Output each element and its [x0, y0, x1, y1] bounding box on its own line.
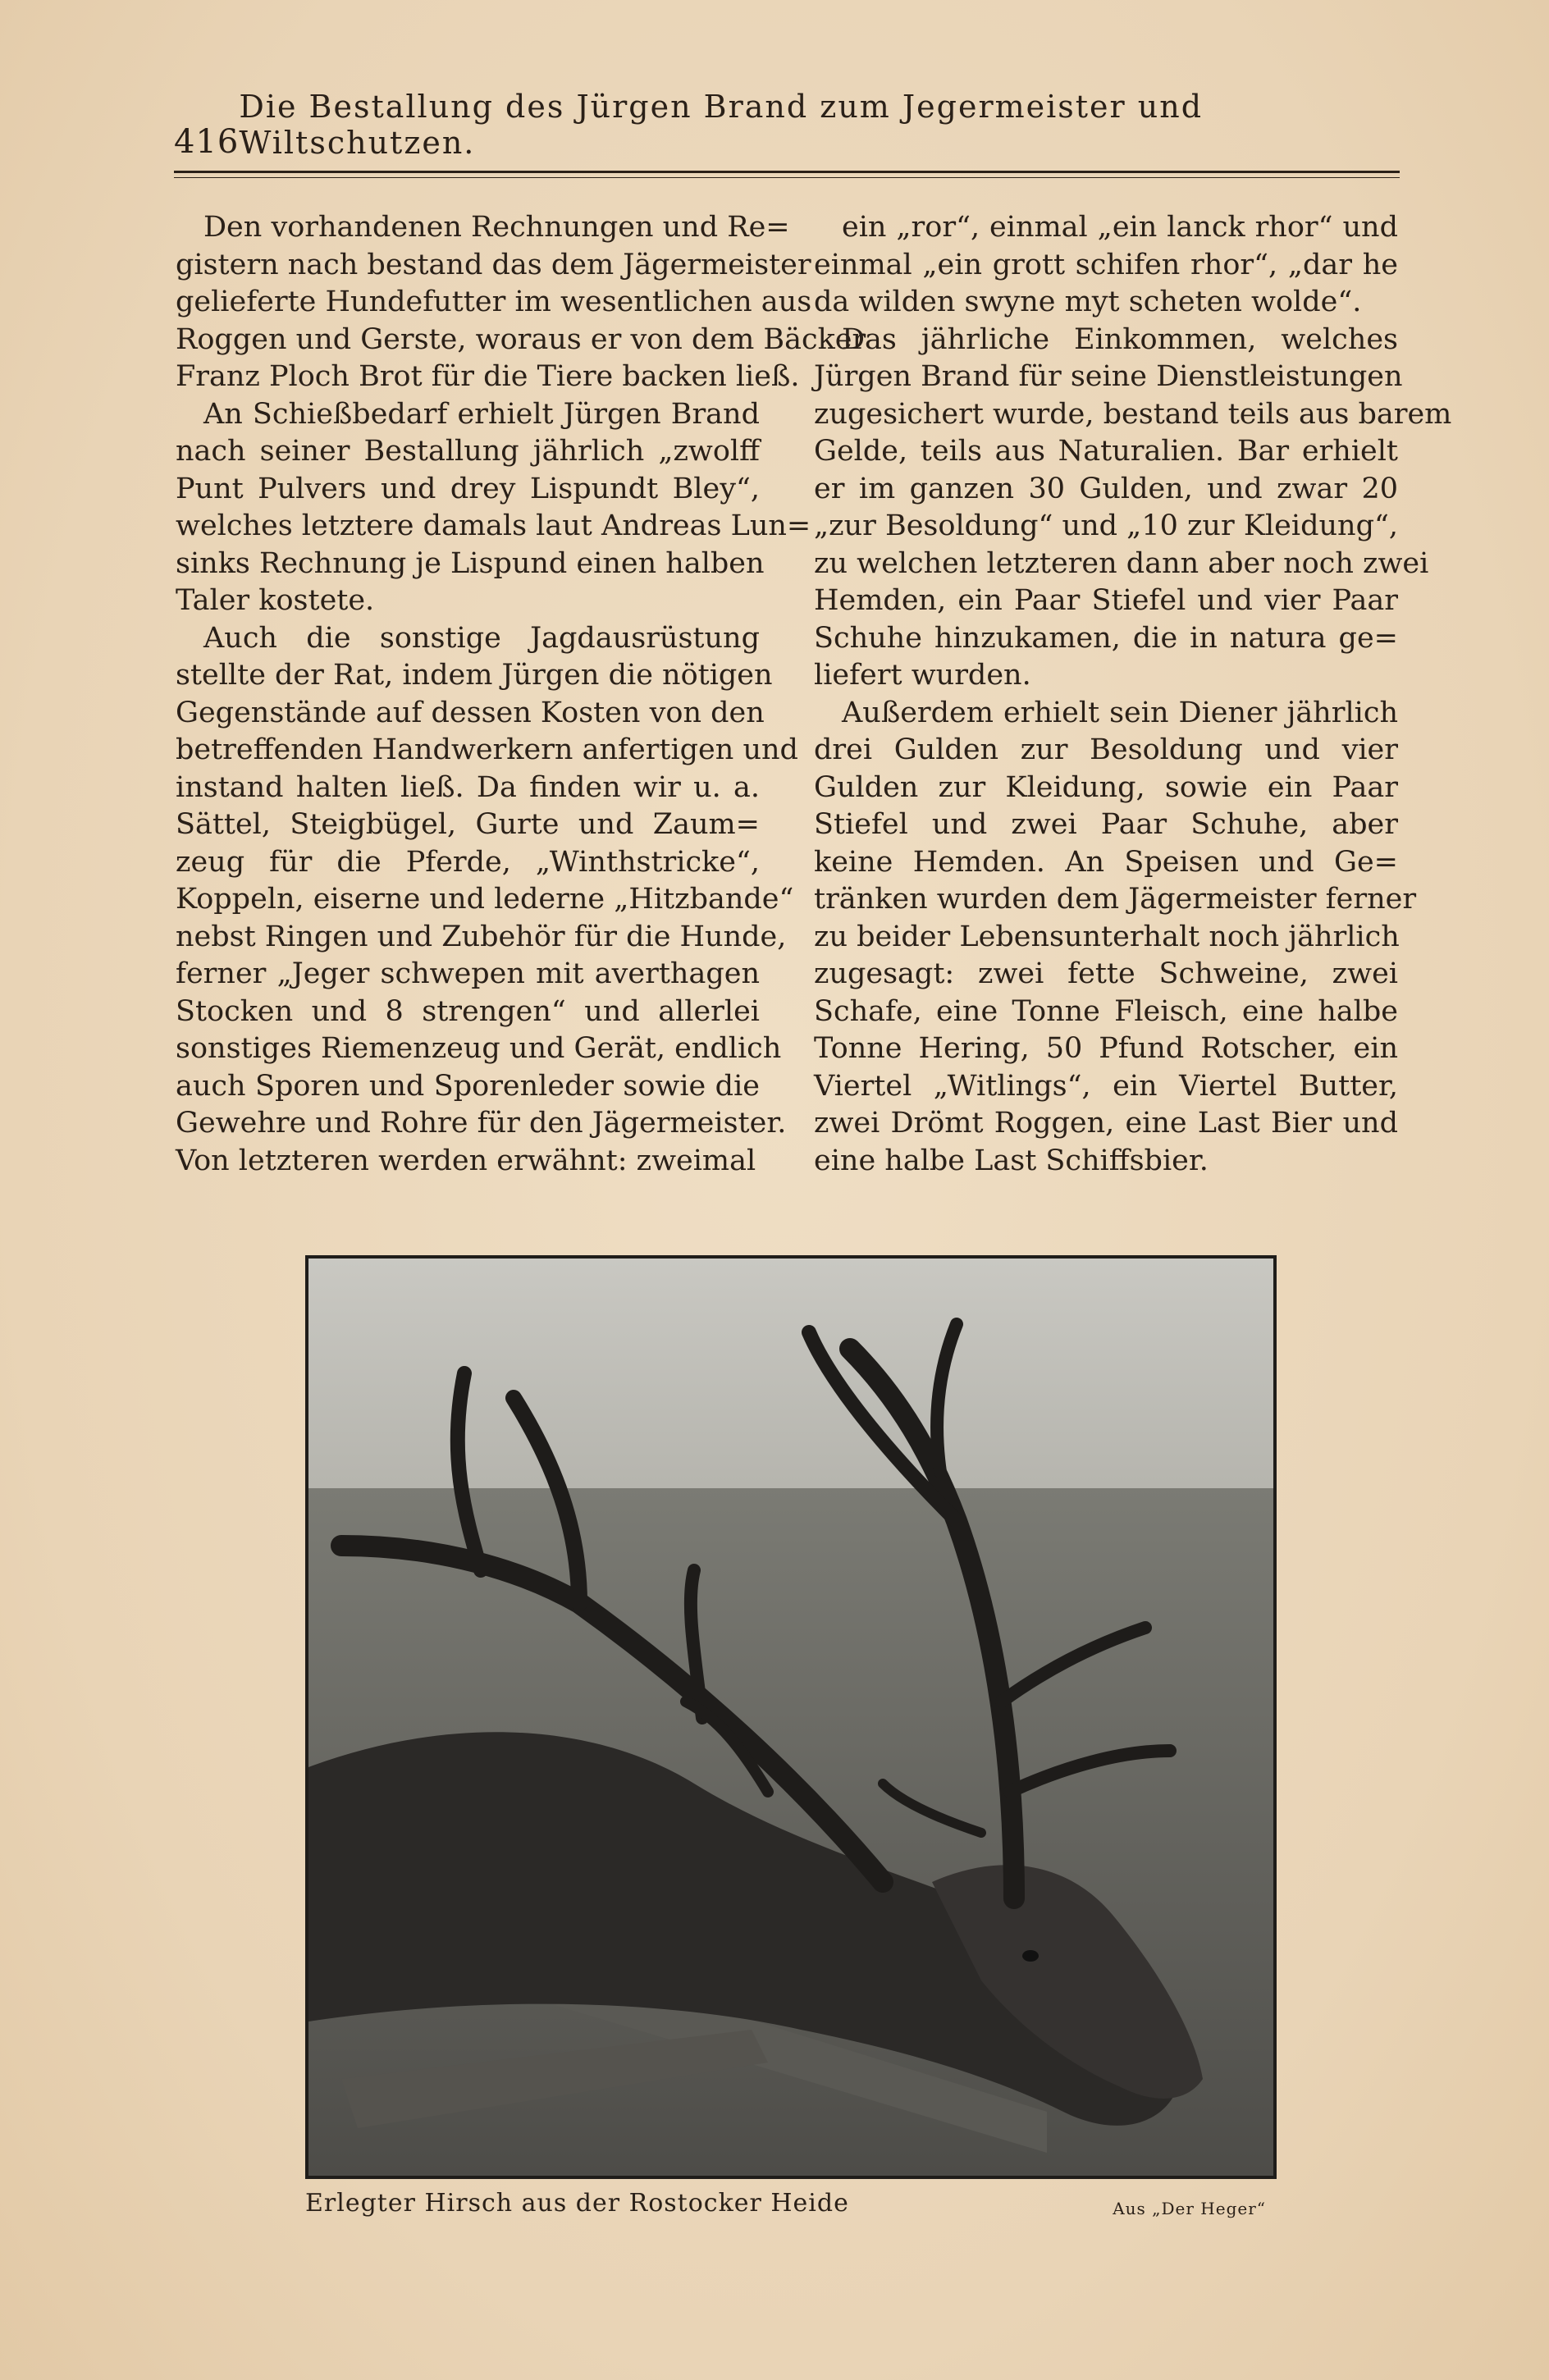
paragraph — [176, 209, 866, 396]
text-line: eine halbe Last Schiffsbier. — [814, 1144, 1209, 1177]
text-line: Hemden, ein Paar Stiefel und vier Paar — [814, 584, 1398, 617]
paragraph — [176, 620, 798, 1181]
text-line: ein „ror“, einmal „ein lanck rhor“ und — [842, 211, 1398, 244]
text-line: Schafe, eine Tonne Fleisch, eine halbe — [814, 994, 1398, 1028]
page-number: 416 — [174, 123, 240, 161]
page-header — [174, 89, 1400, 161]
text-line: Gewehre und Rohre für den Jägermeister. — [176, 1107, 787, 1140]
text-line: zwei Drömt Roggen, eine Last Bier und — [814, 1107, 1398, 1140]
text-line: tränken wurden dem Jägermeister ferner — [814, 883, 1417, 916]
text-line: drei Gulden zur Besoldung und vier — [814, 733, 1398, 766]
text-line: betreffenden Handwerkern anfertigen und — [176, 733, 798, 766]
text-line: Von letzteren werden erwähnt: zweimal — [176, 1144, 756, 1177]
text-line: „zur Besoldung“ und „10 zur Kleidung“, — [814, 509, 1398, 542]
text-line: Gelde, teils aus Naturalien. Bar erhielt — [814, 435, 1398, 468]
paragraph — [814, 209, 1398, 322]
text-line: sonstiges Riemenzeug und Gerät, endlich — [176, 1032, 782, 1065]
text-line: einmal „ein grott schifen rhor“, „dar he — [814, 248, 1398, 281]
text-line: Schuhe hinzukamen, die in natura ge= — [814, 621, 1398, 655]
text-line: Stocken und 8 strengen“ und allerlei — [176, 994, 760, 1028]
text-line: ferner „Jeger schwepen mit averthagen — [176, 957, 760, 990]
text-line: Gegenstände auf dessen Kosten von den — [176, 696, 765, 729]
running-title: Die Bestallung des Jürgen Brand zum Jegermeister und Wiltschutzen. — [239, 89, 1204, 161]
text-line: Viertel „Witlings“, ein Viertel Butter, — [814, 1069, 1398, 1103]
text-line: Den vorhandenen Rechnungen und Re= — [203, 211, 790, 244]
text-line: Gulden zur Kleidung, sowie ein Paar — [814, 770, 1398, 804]
text-line: gistern nach bestand das dem Jägermeister — [176, 248, 811, 281]
text-line: Auch die sonstige Jagdausrüstung — [203, 621, 760, 655]
text-line: Jürgen Brand für seine Dienstleistungen — [814, 360, 1403, 393]
text-line: zugesichert wurde, bestand teils aus barem — [814, 397, 1452, 431]
text-line: Franz Ploch Brot für die Tiere backen ließ. — [176, 360, 800, 393]
text-line: nach seiner Bestallung jährlich „zwolff — [176, 435, 760, 468]
paragraph — [176, 396, 811, 620]
paragraph — [814, 322, 1452, 695]
figure-credit: Aus „Der Heger“ — [1113, 2199, 1266, 2218]
text-line: Außerdem erhielt sein Diener jährlich — [842, 696, 1398, 729]
text-line: liefert wurden. — [814, 659, 1031, 692]
figure-caption: Erlegter Hirsch aus der Rostocker Heide — [305, 2189, 849, 2218]
text-line: er im ganzen 30 Gulden, und zwar 20 — [814, 472, 1398, 505]
left-text-column — [176, 209, 866, 1180]
text-line: zugesagt: zwei fette Schweine, zwei — [814, 957, 1398, 990]
text-line: Koppeln, eiserne und lederne „Hitzbande“ — [176, 883, 794, 916]
paragraph — [814, 695, 1417, 1181]
text-line: da wilden swyne myt scheten wolde“. — [814, 286, 1362, 318]
deer-photograph — [305, 1255, 1277, 2179]
text-line: Roggen und Gerste, woraus er von dem Bäcker — [176, 322, 866, 356]
text-line: Tonne Hering, 50 Pfund Rotscher, ein — [814, 1032, 1398, 1065]
text-line: sinks Rechnung je Lispund einen halben — [176, 546, 765, 580]
text-line: zu beider Lebensunterhalt noch jährlich — [814, 920, 1400, 953]
text-line: instand halten ließ. Da finden wir u. a. — [176, 770, 760, 804]
text-line: Das jährliche Einkommen, welches — [842, 322, 1398, 356]
header-rule-thin — [174, 177, 1400, 178]
text-line: Taler kostete. — [176, 584, 375, 617]
text-line: welches letztere damals laut Andreas Lun= — [176, 509, 811, 542]
text-line: stellte der Rat, indem Jürgen die nötigen — [176, 659, 773, 692]
text-line: zu welchen letzteren dann aber noch zwei — [814, 546, 1429, 580]
text-line: An Schießbedarf erhielt Jürgen Brand — [203, 397, 760, 431]
right-text-column — [814, 209, 1452, 1180]
text-line: keine Hemden. An Speisen und Ge= — [814, 845, 1398, 879]
text-line: zeug für die Pferde, „Winthstricke“, — [176, 845, 760, 879]
text-line: gelieferte Hundefutter im wesentlichen aus — [176, 286, 812, 318]
text-line: auch Sporen und Sporenleder sowie die — [176, 1069, 760, 1103]
text-line: Sättel, Steigbügel, Gurte und Zaum= — [176, 808, 760, 841]
deer-photo-illustration — [308, 1259, 1273, 2176]
text-line: Punt Pulvers und drey Lispundt Bley“, — [176, 472, 760, 505]
text-line: Stiefel und zwei Paar Schuhe, aber — [814, 808, 1398, 841]
text-line: nebst Ringen und Zubehör für die Hunde, — [176, 920, 787, 953]
header-rule-thick — [174, 171, 1400, 173]
